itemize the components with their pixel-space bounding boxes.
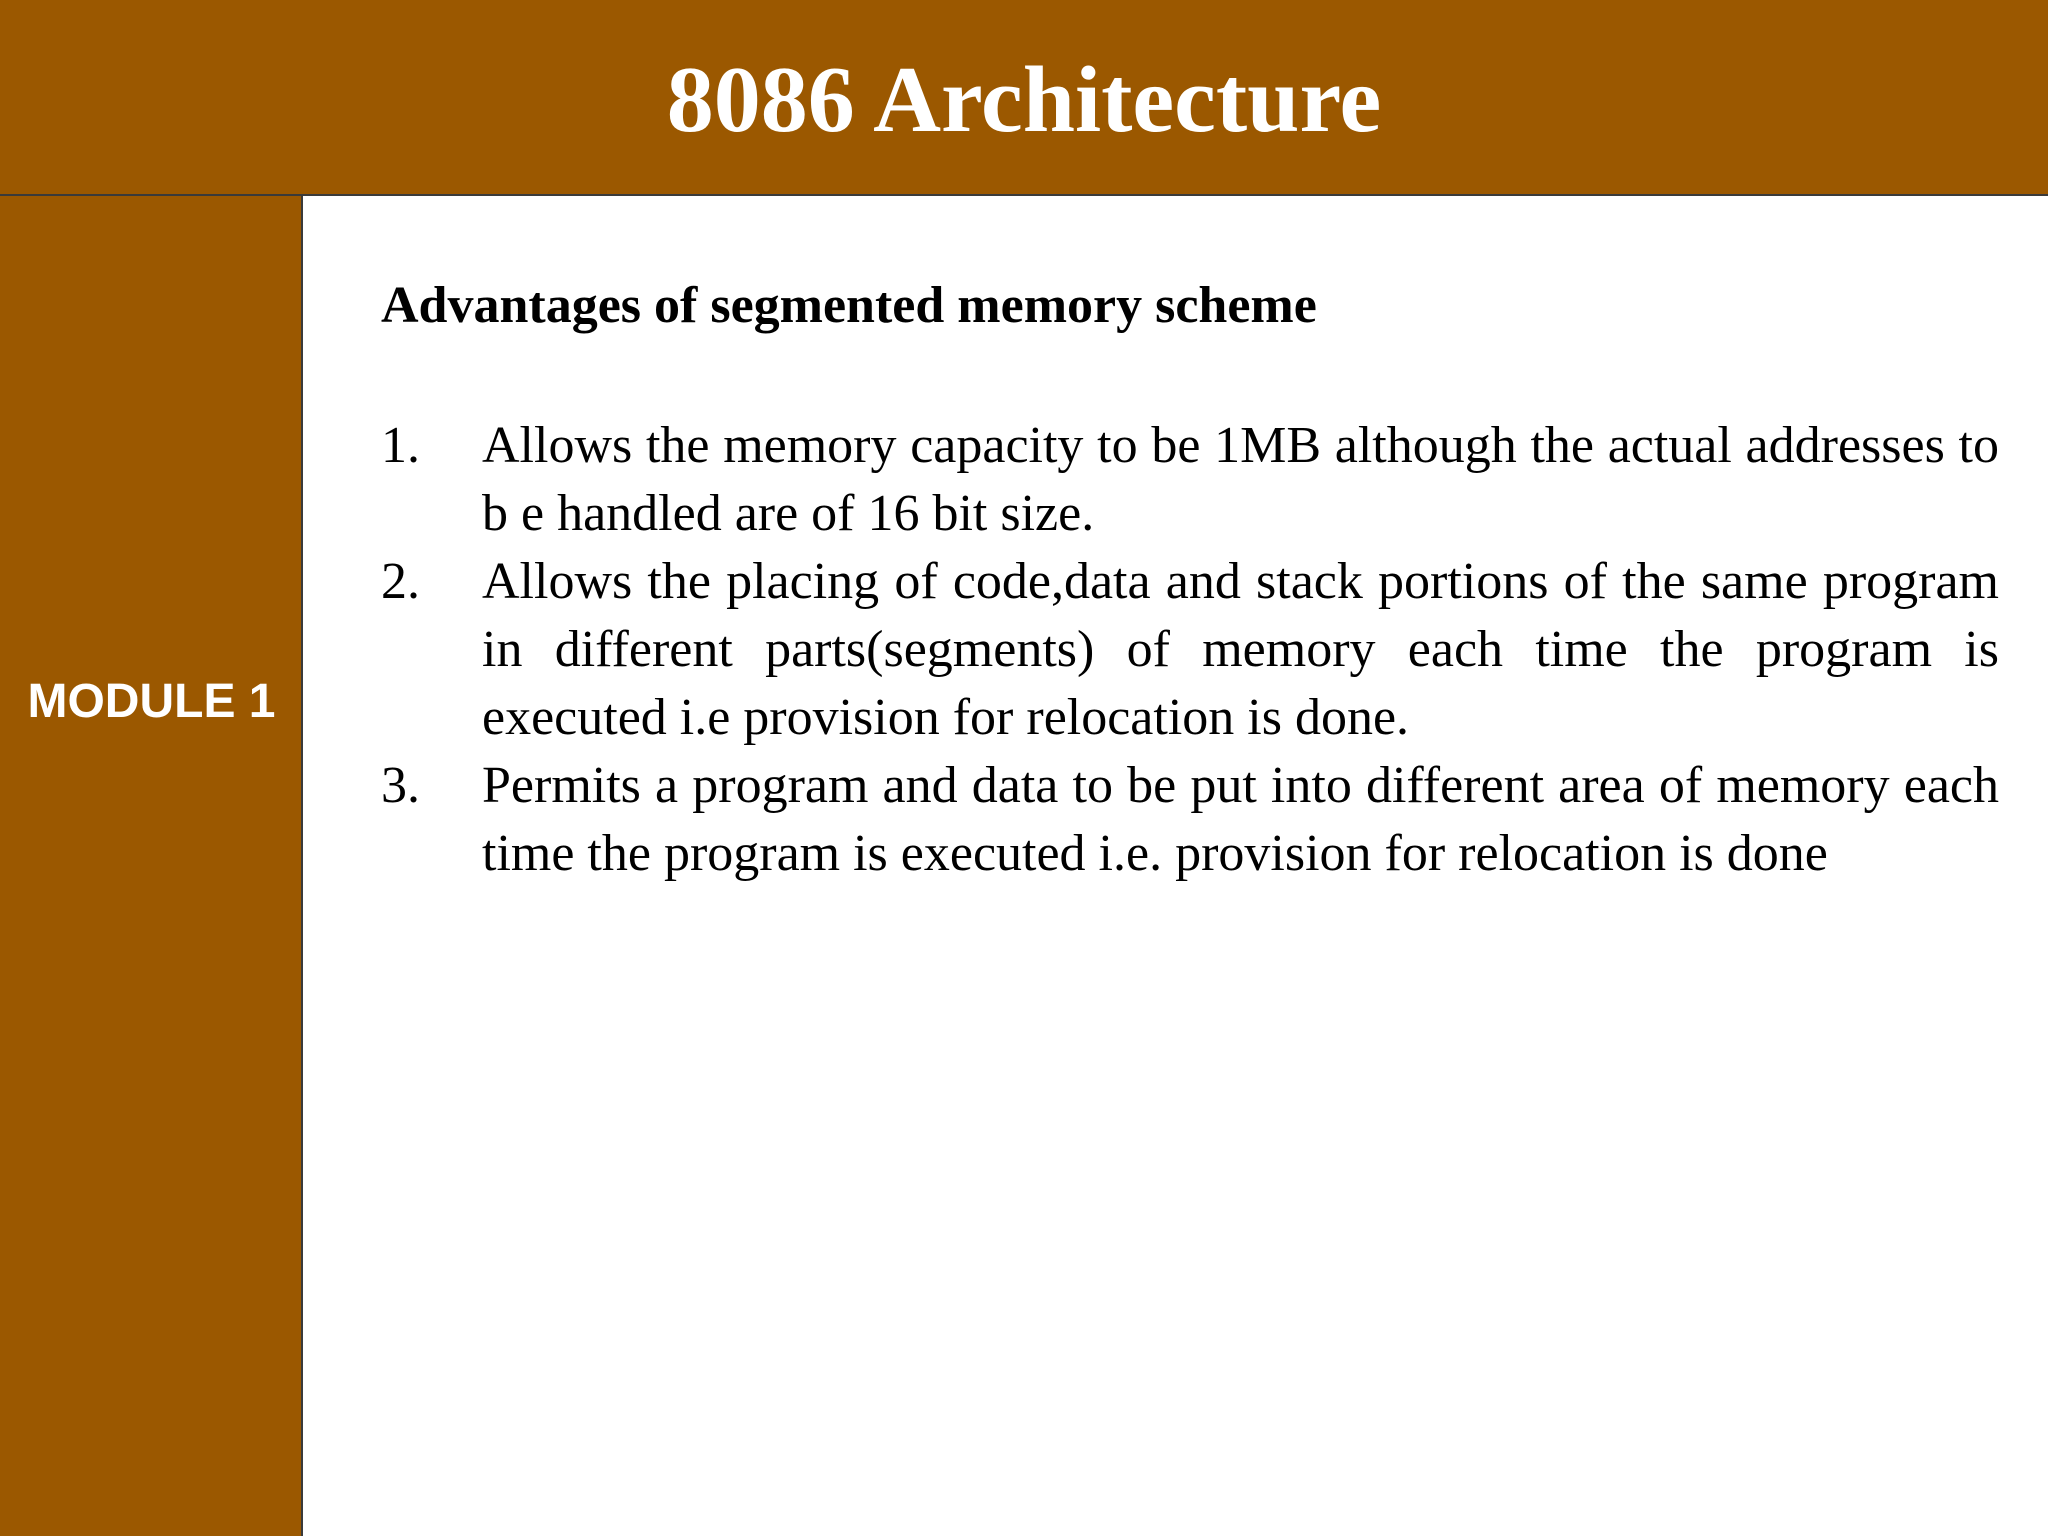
slide-title: 8086 Architecture (666, 48, 1382, 152)
advantages-list (381, 412, 1999, 888)
content-area (381, 270, 1999, 888)
list-item (381, 752, 1999, 888)
list-item-number: 1. (381, 417, 420, 474)
list-item-text: Allows the placing of code,data and stack portions of the same program in different parts(segments) of memory each time the program is executed i.e provision for relocation is done. (482, 553, 1999, 746)
list-item-text: Permits a program and data to be put into different area of memory each time the program is executed i.e. provision for relocation is done (482, 757, 1999, 882)
module-label: MODULE 1 (27, 675, 276, 728)
list-item-text: Allows the memory capacity to be 1MB although the actual addresses to b e handled are of 16 bit size. (482, 417, 1999, 542)
list-item (381, 412, 1999, 548)
list-item (381, 548, 1999, 752)
list-item-number: 3. (381, 757, 420, 814)
sidebar (0, 196, 303, 1536)
list-item-number: 2. (381, 553, 420, 610)
header-bar (0, 0, 2048, 196)
section-heading: Advantages of segmented memory scheme (381, 277, 1317, 334)
